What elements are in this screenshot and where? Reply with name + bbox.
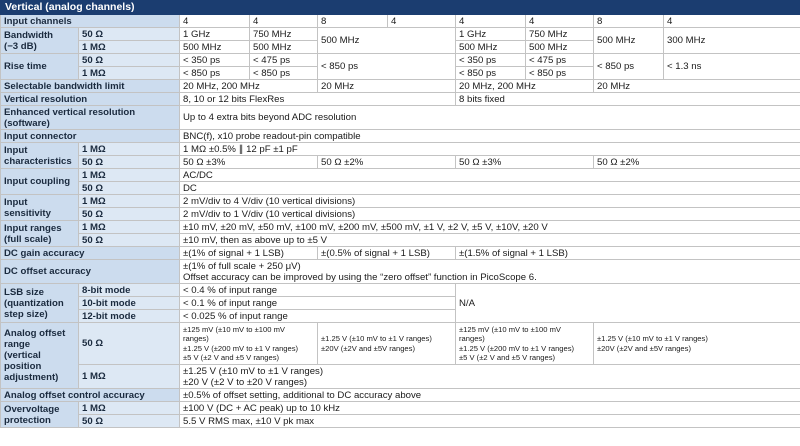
text-line: ±5 V (±2 V and ±5 V ranges) bbox=[183, 352, 280, 362]
cell: 500 MHz bbox=[318, 28, 456, 54]
cell: 4 bbox=[526, 15, 594, 28]
sub-label: 1 MΩ bbox=[79, 67, 180, 80]
cell-aor-3 bbox=[456, 323, 594, 365]
cell: ±100 V (DC + AC peak) up to 10 kHz bbox=[180, 402, 800, 415]
cell: 8 bits fixed bbox=[456, 93, 800, 106]
text-line: ±1.25 V (±200 mV to ±1 V ranges) bbox=[459, 343, 575, 353]
label-line: step size) bbox=[4, 308, 48, 320]
row-label: DC gain accuracy bbox=[1, 247, 180, 260]
label-line: (−3 dB) bbox=[4, 40, 37, 52]
row-label-bandwidth bbox=[1, 28, 79, 54]
text-line: ±1.25 V (±10 mV to ±1 V ranges) bbox=[183, 365, 324, 377]
row-label: Input coupling bbox=[1, 169, 79, 195]
row-lsb-8 bbox=[1, 284, 800, 297]
text-line: ±125 mV (±10 mV to ±100 mV bbox=[459, 325, 561, 335]
row-sensitivity-1m bbox=[1, 195, 800, 208]
cell: 8, 10 or 12 bits FlexRes bbox=[180, 93, 456, 106]
row-label-enh-res bbox=[1, 106, 180, 130]
cell: 8 bbox=[594, 15, 664, 28]
row-aor-1m bbox=[1, 365, 800, 389]
sub-label: 50 Ω bbox=[79, 156, 180, 169]
label-line: range bbox=[4, 339, 31, 350]
cell: 500 MHz bbox=[180, 41, 250, 54]
row-rise-time-50 bbox=[1, 54, 800, 67]
sub-label: 50 Ω bbox=[79, 54, 180, 67]
text-line: ranges) bbox=[459, 334, 485, 344]
section-title: Vertical (analog channels) bbox=[1, 1, 800, 15]
label-line: Overvoltage bbox=[4, 403, 60, 415]
cell: 50 Ω ±3% bbox=[456, 156, 594, 169]
text-line: ±1.25 V (±10 mV to ±1 V ranges) bbox=[597, 334, 708, 344]
cell: 4 bbox=[664, 15, 800, 28]
text-line: Offset accuracy can be improved by using the “zero offset” function in PicoScope 6. bbox=[183, 271, 537, 283]
cell: 50 Ω ±2% bbox=[594, 156, 800, 169]
label-line: characteristics bbox=[4, 155, 72, 167]
row-ranges-1m bbox=[1, 221, 800, 234]
sub-label: 1 MΩ bbox=[79, 365, 180, 389]
cell: ±(1.5% of signal + 1 LSB) bbox=[456, 247, 800, 260]
row-label: Input connector bbox=[1, 130, 180, 143]
cell-aor-1 bbox=[180, 323, 318, 365]
sub-label: 1 MΩ bbox=[79, 195, 180, 208]
label-line: position bbox=[4, 361, 42, 372]
sub-label: 50 Ω bbox=[79, 234, 180, 247]
cell: ±(0.5% of signal + 1 LSB) bbox=[318, 247, 456, 260]
sub-label: 8-bit mode bbox=[79, 284, 180, 297]
row-aoca bbox=[1, 389, 800, 402]
text-line: ±5 V (±2 V and ±5 V ranges) bbox=[459, 352, 556, 362]
cell: < 350 ps bbox=[456, 54, 526, 67]
label-line: Enhanced vertical resolution bbox=[4, 106, 136, 118]
row-coupling-50 bbox=[1, 182, 800, 195]
sub-label: 50 Ω bbox=[79, 323, 180, 365]
label-line: LSB size bbox=[4, 286, 44, 298]
cell: 8 bbox=[318, 15, 388, 28]
cell: 20 MHz bbox=[318, 80, 456, 93]
label-line: Input bbox=[4, 144, 28, 156]
row-overvoltage-1m bbox=[1, 402, 800, 415]
cell: 500 MHz bbox=[250, 41, 318, 54]
cell: < 850 ps bbox=[250, 67, 318, 80]
sub-label: 50 Ω bbox=[79, 182, 180, 195]
label-line: (full scale) bbox=[4, 233, 52, 245]
cell: ±10 mV, ±20 mV, ±50 mV, ±100 mV, ±200 mV, ±500 mV, ±1 V, ±2 V, ±5 V, ±10V, ±20 V bbox=[180, 221, 800, 234]
cell: 1 GHz bbox=[180, 28, 250, 41]
row-input-char-50 bbox=[1, 156, 800, 169]
cell: ±(1% of signal + 1 LSB) bbox=[180, 247, 318, 260]
row-label: Vertical resolution bbox=[1, 93, 180, 106]
row-label-sensitivity bbox=[1, 195, 79, 221]
label-line: Input ranges bbox=[4, 222, 62, 234]
label-line: (vertical bbox=[4, 350, 41, 361]
sub-label: 1 MΩ bbox=[79, 169, 180, 182]
cell: 500 MHz bbox=[456, 41, 526, 54]
cell: < 475 ps bbox=[526, 54, 594, 67]
cell: < 475 ps bbox=[250, 54, 318, 67]
row-dc-gain bbox=[1, 247, 800, 260]
cell: 4 bbox=[250, 15, 318, 28]
cell: ±0.5% of offset setting, additional to DC accuracy above bbox=[180, 389, 800, 402]
cell: ±10 mV, then as above up to ±5 V bbox=[180, 234, 800, 247]
row-label: Input channels bbox=[1, 15, 180, 28]
cell: 20 MHz, 200 MHz bbox=[180, 80, 318, 93]
sub-label: 10-bit mode bbox=[79, 297, 180, 310]
row-sensitivity-50 bbox=[1, 208, 800, 221]
row-bandwidth-50 bbox=[1, 28, 800, 41]
cell: DC bbox=[180, 182, 800, 195]
text-line: ±1.25 V (±10 mV to ±1 V ranges) bbox=[321, 334, 432, 344]
row-label: Rise time bbox=[1, 54, 79, 80]
cell: 5.5 V RMS max, ±10 V pk max bbox=[180, 415, 800, 428]
sub-label: 1 MΩ bbox=[79, 143, 180, 156]
row-enh-res bbox=[1, 106, 800, 130]
cell: 4 bbox=[180, 15, 250, 28]
text-line: ±20 V (±2 V to ±20 V ranges) bbox=[183, 376, 308, 388]
cell: < 850 ps bbox=[318, 54, 456, 80]
label-line: (software) bbox=[4, 117, 50, 129]
row-label-overvoltage bbox=[1, 402, 79, 428]
row-coupling-1m bbox=[1, 169, 800, 182]
cell: 500 MHz bbox=[594, 28, 664, 54]
cell: < 1.3 ns bbox=[664, 54, 800, 80]
text-line: ±20V (±2V and ±5V ranges) bbox=[597, 343, 691, 353]
cell: 4 bbox=[456, 15, 526, 28]
cell: < 0.025 % of input range bbox=[180, 310, 456, 323]
row-label: Analog offset control accuracy bbox=[1, 389, 180, 402]
text-line: ranges) bbox=[183, 334, 209, 344]
row-label: Selectable bandwidth limit bbox=[1, 80, 180, 93]
sub-label: 50 Ω bbox=[79, 28, 180, 41]
cell: < 850 ps bbox=[594, 54, 664, 80]
row-bw-limit bbox=[1, 80, 800, 93]
cell: 4 bbox=[388, 15, 456, 28]
row-dc-offset bbox=[1, 260, 800, 284]
sub-label: 1 MΩ bbox=[79, 41, 180, 54]
cell: AC/DC bbox=[180, 169, 800, 182]
cell: 1 MΩ ±0.5% ∥ 12 pF ±1 pF bbox=[180, 143, 800, 156]
cell: 50 Ω ±2% bbox=[318, 156, 456, 169]
row-ranges-50 bbox=[1, 234, 800, 247]
row-label-ranges bbox=[1, 221, 79, 247]
cell: 2 mV/div to 1 V/div (10 vertical divisions) bbox=[180, 208, 800, 221]
text-line: ±125 mV (±10 mV to ±100 mV bbox=[183, 325, 285, 335]
row-input-channels bbox=[1, 15, 800, 28]
cell: 20 MHz bbox=[594, 80, 800, 93]
cell-aor-2 bbox=[318, 323, 456, 365]
row-label-aor bbox=[1, 323, 79, 389]
text-line: ±20V (±2V and ±5V ranges) bbox=[321, 343, 415, 353]
cell: 1 GHz bbox=[456, 28, 526, 41]
sub-label: 1 MΩ bbox=[79, 221, 180, 234]
label-line: protection bbox=[4, 414, 51, 426]
cell: Up to 4 extra bits beyond ADC resolution bbox=[180, 106, 800, 130]
cell: < 0.1 % of input range bbox=[180, 297, 456, 310]
cell-dc-offset bbox=[180, 260, 800, 284]
row-label: DC offset accuracy bbox=[1, 260, 180, 284]
text-line: ±(1% of full scale + 250 μV) bbox=[183, 260, 301, 272]
cell: < 0.4 % of input range bbox=[180, 284, 456, 297]
cell: 500 MHz bbox=[526, 41, 594, 54]
cell: 750 MHz bbox=[250, 28, 318, 41]
cell: < 850 ps bbox=[456, 67, 526, 80]
sub-label: 1 MΩ bbox=[79, 402, 180, 415]
cell-aor-1m bbox=[180, 365, 800, 389]
cell: < 850 ps bbox=[180, 67, 250, 80]
label-line: sensitivity bbox=[4, 207, 51, 219]
cell: 2 mV/div to 4 V/div (10 vertical divisions) bbox=[180, 195, 800, 208]
text-line: ±1.25 V (±200 mV to ±1 V ranges) bbox=[183, 343, 299, 353]
row-overvoltage-50 bbox=[1, 415, 800, 428]
cell: BNC(f), x10 probe readout-pin compatible bbox=[180, 130, 800, 143]
sub-label: 12-bit mode bbox=[79, 310, 180, 323]
row-input-char-1m bbox=[1, 143, 800, 156]
cell: 750 MHz bbox=[526, 28, 594, 41]
label-line: (quantization bbox=[4, 297, 64, 309]
cell: 50 Ω ±3% bbox=[180, 156, 318, 169]
row-aor-50 bbox=[1, 323, 800, 365]
row-label-lsb bbox=[1, 284, 79, 323]
label-line: adjustment) bbox=[4, 372, 59, 383]
cell: 300 MHz bbox=[664, 28, 800, 54]
label-line: Input bbox=[4, 196, 28, 208]
cell: N/A bbox=[456, 284, 800, 323]
row-connector bbox=[1, 130, 800, 143]
sub-label: 50 Ω bbox=[79, 208, 180, 221]
sub-label: 50 Ω bbox=[79, 415, 180, 428]
row-vert-res bbox=[1, 93, 800, 106]
label-line: Analog offset bbox=[4, 328, 66, 339]
label-line: Bandwidth bbox=[4, 29, 54, 41]
row-label-input-char bbox=[1, 143, 79, 169]
cell: < 850 ps bbox=[526, 67, 594, 80]
cell: < 350 ps bbox=[180, 54, 250, 67]
cell-aor-4 bbox=[594, 323, 800, 365]
cell: 20 MHz, 200 MHz bbox=[456, 80, 594, 93]
